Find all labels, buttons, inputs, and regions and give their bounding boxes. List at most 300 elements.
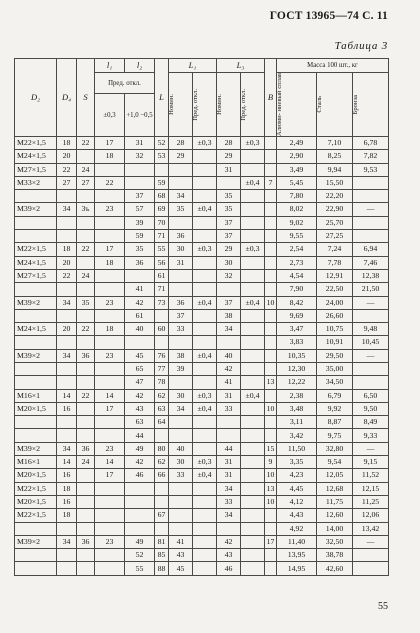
cell-L3-otkl [241,442,265,455]
cell-d2: M22×1,5 [15,482,57,495]
cell-B: 13 [265,376,277,389]
cell-mass-bronze: — [353,442,389,455]
cell-L3-otkl [241,323,265,336]
cell-B: 10 [265,402,277,415]
cell-B: 10 [265,296,277,309]
cell-s [77,402,95,415]
cell-L3-otkl [241,456,265,469]
cell-l1: 23 [95,535,125,548]
cell-mass-alum: 2,54 [277,243,317,256]
cell-L1-otkl [193,549,217,562]
cell-B [265,336,277,349]
cell-mass-bronze: — [353,349,389,362]
col-L1-otkl: Пред. откл. [193,73,217,137]
cell-mass-bronze: 10,45 [353,336,389,349]
cell-L: 53 [155,150,169,163]
cell-L: 71 [155,283,169,296]
cell-s [77,150,95,163]
cell-mass-alum: 7,80 [277,190,317,203]
col-L3-otkl: Пред. откл. [241,73,265,137]
col-alum: Алюми- ниевый сплав [277,73,317,137]
cell-d4: 20 [57,256,77,269]
cell-l1 [95,216,125,229]
cell-L1-otkl [193,362,217,375]
cell-d2: M24×1,5 [15,150,57,163]
cell-L3-otkl [241,562,265,575]
cell-L1-nomin: 30 [169,456,193,469]
cell-s: 36 [77,535,95,548]
cell-mass-alum: 9,55 [277,230,317,243]
cell-l1: 23 [95,442,125,455]
cell-d2 [15,549,57,562]
col-d2: D₂ [15,59,57,137]
cell-mass-alum: 3,42 [277,429,317,442]
table-row [15,269,389,282]
cell-l1 [95,163,125,176]
cell-L1-otkl: ±0,4 [193,469,217,482]
cell-d2 [15,309,57,322]
cell-l2: 52 [125,549,155,562]
cell-s [77,362,95,375]
table-row [15,216,389,229]
cell-l2: 55 [125,562,155,575]
col-tol1: ±0,3 [95,94,125,137]
cell-l2 [125,482,155,495]
cell-mass-alum: 5,45 [277,176,317,189]
cell-d2: M20×1,5 [15,402,57,415]
cell-s [77,509,95,522]
cell-L3-nomin: 28 [217,136,241,149]
cell-mass-bronze: 9,33 [353,429,389,442]
cell-L1-nomin [169,509,193,522]
cell-L3-nomin: 34 [217,323,241,336]
cell-l2: 42 [125,296,155,309]
cell-B [265,203,277,216]
cell-L3-otkl [241,283,265,296]
cell-L3-nomin: 29 [217,150,241,163]
table-row [15,362,389,375]
cell-L1-otkl [193,283,217,296]
cell-mass-steel: 14,00 [317,522,353,535]
cell-L3-nomin: 40 [217,349,241,362]
cell-L: 55 [155,243,169,256]
cell-l1: 22 [95,176,125,189]
cell-d4: 34 [57,535,77,548]
cell-d2: M22×1,5 [15,509,57,522]
col-steel: Сталь [317,73,353,137]
cell-l2: 41 [125,283,155,296]
cell-B [265,522,277,535]
cell-mass-bronze: 9,53 [353,163,389,176]
col-L3-nomin: Номин. [217,73,241,137]
cell-s: 36 [77,349,95,362]
cell-L3-otkl [241,336,265,349]
cell-L3-otkl: ±0,4 [241,176,265,189]
cell-mass-alum: 8,02 [277,203,317,216]
cell-mass-steel: 35,00 [317,362,353,375]
cell-mass-alum: 11,50 [277,442,317,455]
cell-l1: 17 [95,243,125,256]
cell-L1-nomin: 40 [169,442,193,455]
cell-d2: M39×2 [15,203,57,216]
table-row [15,442,389,455]
cell-mass-steel: 9,94 [317,163,353,176]
cell-L [155,495,169,508]
table-caption: Таблица 3 [334,40,388,52]
cell-mass-alum: 2,49 [277,136,317,149]
table-row [15,429,389,442]
cell-mass-steel: 12,60 [317,509,353,522]
col-L3: L₃ [217,59,265,73]
cell-l1: 14 [95,389,125,402]
cell-mass-bronze [353,216,389,229]
cell-mass-steel: 9,54 [317,456,353,469]
cell-L1-otkl [193,309,217,322]
cell-mass-steel: 25,70 [317,216,353,229]
cell-L1-nomin: 33 [169,323,193,336]
cell-L3-nomin: 31 [217,456,241,469]
cell-B [265,243,277,256]
cell-s: 24 [77,269,95,282]
col-l1: l₁ [95,59,125,73]
table-row [15,136,389,149]
cell-d4: 27 [57,176,77,189]
cell-l2: 61 [125,309,155,322]
cell-L1-nomin [169,416,193,429]
cell-L1-nomin: 39 [169,362,193,375]
cell-d2: M39×2 [15,296,57,309]
cell-mass-steel: 22,50 [317,283,353,296]
cell-L1-otkl [193,535,217,548]
cell-d4 [57,309,77,322]
cell-mass-bronze: 12,38 [353,269,389,282]
cell-l1 [95,283,125,296]
cell-mass-steel: 34,50 [317,376,353,389]
cell-mass-bronze [353,176,389,189]
cell-d2 [15,336,57,349]
document-header: ГОСТ 13965—74 С. 11 [269,10,388,22]
cell-l2: 47 [125,376,155,389]
cell-L3-nomin: 31 [217,469,241,482]
cell-L3-otkl [241,163,265,176]
table-row [15,535,389,548]
cell-l2 [125,336,155,349]
cell-d2 [15,216,57,229]
cell-mass-steel: 12,68 [317,482,353,495]
cell-L1-otkl: ±0,4 [193,203,217,216]
cell-l1 [95,336,125,349]
cell-mass-steel: 29,50 [317,349,353,362]
cell-L3-otkl [241,482,265,495]
table-row [15,402,389,415]
cell-L3-otkl [241,376,265,389]
cell-s [77,283,95,296]
cell-d4: 34 [57,349,77,362]
cell-L1-nomin: 36 [169,296,193,309]
cell-L1-nomin: 30 [169,389,193,402]
cell-l2: 49 [125,535,155,548]
cell-mass-bronze: 21,50 [353,283,389,296]
cell-mass-steel: 8,25 [317,150,353,163]
cell-l2: 49 [125,442,155,455]
cell-s: 3ъ [77,203,95,216]
cell-d4: 34 [57,203,77,216]
cell-mass-alum: 3,83 [277,336,317,349]
cell-L3-nomin: 33 [217,402,241,415]
cell-L3-nomin [217,522,241,535]
cell-mass-alum: 8,42 [277,296,317,309]
cell-L1-otkl [193,522,217,535]
cell-L3-otkl [241,509,265,522]
cell-mass-bronze: — [353,203,389,216]
cell-L1-otkl: ±0,3 [193,456,217,469]
cell-s: 27 [77,176,95,189]
cell-L3-otkl [241,203,265,216]
cell-L: 62 [155,389,169,402]
cell-L1-otkl [193,216,217,229]
cell-L: 71 [155,230,169,243]
cell-s [77,230,95,243]
cell-L1-nomin [169,376,193,389]
cell-d4 [57,216,77,229]
cell-L1-nomin: 31 [169,256,193,269]
cell-L1-otkl: ±0,3 [193,136,217,149]
cell-d4: 14 [57,456,77,469]
cell-L: 67 [155,509,169,522]
cell-L3-nomin: 38 [217,309,241,322]
cell-L1-otkl [193,269,217,282]
cell-L3-nomin: 29 [217,243,241,256]
cell-s: 24 [77,456,95,469]
cell-L3-otkl: ±0,4 [241,389,265,402]
cell-B: 10 [265,495,277,508]
cell-d4 [57,429,77,442]
cell-L3-nomin: 35 [217,203,241,216]
cell-L: 61 [155,269,169,282]
cell-mass-alum: 9,02 [277,216,317,229]
cell-mass-steel: 32,50 [317,535,353,548]
cell-mass-steel: 10,75 [317,323,353,336]
cell-mass-steel: 42,60 [317,562,353,575]
cell-s: 22 [77,323,95,336]
cell-L [155,522,169,535]
cell-mass-alum: 9,69 [277,309,317,322]
cell-L1-nomin: 34 [169,402,193,415]
table-row [15,203,389,216]
cell-s: 22 [77,136,95,149]
cell-mass-bronze [353,562,389,575]
cell-s [77,190,95,203]
col-s: S [77,59,95,137]
table-row [15,243,389,256]
cell-l2 [125,522,155,535]
cell-L1-otkl [193,562,217,575]
cell-L1-otkl [193,482,217,495]
cell-L: 66 [155,469,169,482]
cell-mass-steel: 9,92 [317,402,353,415]
cell-L3-nomin: 37 [217,230,241,243]
cell-d2 [15,416,57,429]
cell-d2: M39×2 [15,535,57,548]
cell-L: 81 [155,535,169,548]
cell-s: 22 [77,243,95,256]
cell-l2: 43 [125,402,155,415]
cell-mass-bronze: 7,46 [353,256,389,269]
cell-B: 9 [265,456,277,469]
cell-d4: 16 [57,469,77,482]
col-L1-nomin: Номин. [169,73,193,137]
cell-mass-alum: 12,22 [277,376,317,389]
cell-L [155,163,169,176]
cell-mass-steel: 12,05 [317,469,353,482]
cell-d4: 20 [57,150,77,163]
cell-l1 [95,416,125,429]
cell-B [265,190,277,203]
cell-L [155,336,169,349]
cell-L: 59 [155,176,169,189]
table-row [15,283,389,296]
cell-d2: M27×1,5 [15,269,57,282]
cell-l2: 59 [125,230,155,243]
cell-l2 [125,269,155,282]
cell-L3-otkl [241,216,265,229]
table-row [15,190,389,203]
cell-L1-nomin [169,495,193,508]
col-d4: D₄ [57,59,77,137]
cell-d2 [15,429,57,442]
cell-l2: 32 [125,150,155,163]
cell-s: 22 [77,389,95,402]
cell-L [155,309,169,322]
cell-l1 [95,269,125,282]
cell-mass-alum: 4,92 [277,522,317,535]
cell-d4 [57,376,77,389]
cell-B: 17 [265,535,277,548]
cell-l1: 17 [95,136,125,149]
cell-mass-steel: 38,78 [317,549,353,562]
cell-B [265,323,277,336]
cell-B [265,349,277,362]
table-row [15,376,389,389]
cell-L1-nomin: 29 [169,150,193,163]
cell-B [265,163,277,176]
cell-d4 [57,562,77,575]
cell-l1 [95,495,125,508]
cell-mass-alum: 12,30 [277,362,317,375]
cell-d2: M22×1,5 [15,136,57,149]
cell-s [77,216,95,229]
table-row [15,336,389,349]
cell-L1-nomin [169,482,193,495]
cell-L3-nomin: 42 [217,535,241,548]
table-row [15,323,389,336]
cell-L3-otkl [241,269,265,282]
cell-L3-nomin [217,416,241,429]
table-row [15,230,389,243]
table-row [15,456,389,469]
cell-mass-alum: 2,90 [277,150,317,163]
cell-mass-steel: 7,78 [317,256,353,269]
cell-mass-alum: 7,90 [277,283,317,296]
col-bronze: Бронза [353,73,389,137]
cell-L1-nomin [169,522,193,535]
cell-mass-steel: 22,90 [317,203,353,216]
cell-L3-otkl [241,256,265,269]
cell-l2 [125,176,155,189]
cell-l1: 18 [95,256,125,269]
cell-L1-nomin [169,269,193,282]
table-row [15,256,389,269]
cell-L: 78 [155,376,169,389]
table-row [15,176,389,189]
cell-L3-otkl [241,362,265,375]
cell-B [265,562,277,575]
cell-l1 [95,309,125,322]
cell-L3-otkl [241,349,265,362]
cell-s [77,429,95,442]
cell-L1-nomin [169,163,193,176]
cell-L [155,482,169,495]
cell-d4: 22 [57,269,77,282]
cell-s [77,416,95,429]
table-row [15,150,389,163]
cell-d2 [15,230,57,243]
cell-mass-steel: 22,20 [317,190,353,203]
cell-l1: 23 [95,203,125,216]
cell-mass-steel: 24,00 [317,296,353,309]
cell-L3-nomin: 43 [217,549,241,562]
cell-L1-otkl [193,230,217,243]
cell-B [265,429,277,442]
cell-l2: 44 [125,429,155,442]
cell-l1 [95,522,125,535]
cell-L3-nomin: 32 [217,269,241,282]
cell-s [77,495,95,508]
cell-mass-bronze: 12,15 [353,482,389,495]
cell-L1-otkl: ±0,4 [193,296,217,309]
col-l2: l₂ [125,59,155,73]
cell-mass-alum: 3,35 [277,456,317,469]
cell-l1: 18 [95,323,125,336]
cell-L3-nomin: 41 [217,376,241,389]
cell-d4 [57,336,77,349]
cell-L1-otkl [193,190,217,203]
cell-mass-steel: 27,25 [317,230,353,243]
cell-l1: 23 [95,349,125,362]
cell-L1-otkl [193,495,217,508]
cell-d4: 20 [57,323,77,336]
cell-d2: M22×1,5 [15,243,57,256]
cell-d2: M27×1,5 [15,163,57,176]
cell-L: 68 [155,190,169,203]
table-row [15,349,389,362]
cell-mass-steel: 32,80 [317,442,353,455]
cell-L [155,429,169,442]
cell-L1-otkl [193,323,217,336]
cell-mass-alum: 4,23 [277,469,317,482]
cell-l1 [95,230,125,243]
col-L1: L₁ [169,59,217,73]
cell-B: 15 [265,442,277,455]
cell-L3-nomin: 33 [217,495,241,508]
cell-l1 [95,429,125,442]
cell-mass-bronze: 6,50 [353,389,389,402]
cell-L3-nomin: 31 [217,163,241,176]
table-row [15,495,389,508]
cell-mass-steel: 10,91 [317,336,353,349]
cell-L1-otkl [193,429,217,442]
table-row [15,482,389,495]
